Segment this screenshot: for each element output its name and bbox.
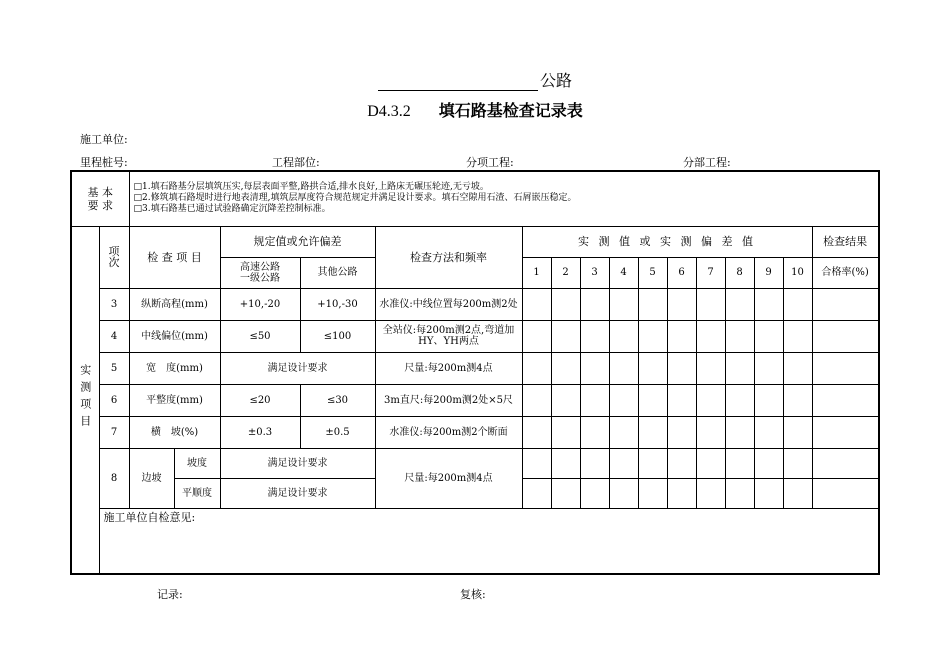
measure-number: 5 [638,257,667,288]
measure-cell[interactable] [609,320,638,352]
pass-rate-header: 合格率(%) [812,257,878,288]
measure-cell[interactable] [638,448,667,478]
measure-cell[interactable] [725,288,754,320]
measure-cell[interactable] [609,478,638,508]
pass-rate-cell[interactable] [812,416,878,448]
measure-cell[interactable] [522,448,551,478]
spec-highway-header: 高速公路 一级公路 [220,257,300,288]
sub-item-smoothness: 平顺度 [174,478,220,508]
road-title [0,68,950,91]
inspection-item: 中线偏位(mm) [129,320,220,352]
requirement-item: □1.填石路基分层填筑压实,每层表面平整,路拱合适,排水良好,上路床无碾压轮迹,无亏坡。 [133,182,489,193]
measure-cell[interactable] [696,320,725,352]
table-row [71,352,879,384]
measure-cell[interactable] [754,478,783,508]
form-title-text: 填石路基检查记录表 [438,101,583,120]
measure-cell[interactable] [667,384,696,416]
measure-cell[interactable] [551,320,580,352]
measure-cell[interactable] [580,416,609,448]
pass-rate-cell[interactable] [812,384,878,416]
measure-cell[interactable] [754,352,783,384]
mileage-label: 里程桩号: [80,156,128,169]
measure-cell[interactable] [696,352,725,384]
inspection-table [70,170,880,575]
measure-number: 8 [725,257,754,288]
requirements-row [71,171,879,226]
measure-number: 1 [522,257,551,288]
spec-highway: ±0.3 [220,416,300,448]
road-name-blank [378,74,538,91]
method: 尺量:每200m测4点 [375,352,522,384]
spec-header: 规定值或允许偏差 [220,226,375,257]
review-label: 复核: [460,588,486,601]
measure-cell[interactable] [609,384,638,416]
spec-highway: +10,-20 [220,288,300,320]
spec-other: ≤100 [300,320,375,352]
measure-cell[interactable] [609,352,638,384]
requirement-item: □3.填石路基已通过试验路确定沉降差控制标准。 [133,204,331,215]
inspection-item: 平整度(mm) [129,384,220,416]
measure-number: 4 [609,257,638,288]
measure-number: 9 [754,257,783,288]
division-label: 分部工程: [683,156,731,169]
measure-cell[interactable] [667,352,696,384]
measure-cell[interactable] [696,384,725,416]
measure-cell[interactable] [551,384,580,416]
result-header: 检查结果 [812,226,878,257]
measure-number: 3 [580,257,609,288]
measure-cell[interactable] [638,288,667,320]
measure-cell[interactable] [522,478,551,508]
measure-cell[interactable] [551,448,580,478]
method: 水准仪:每200m测2个断面 [375,416,522,448]
section-label: 实测项目 [78,364,92,433]
measure-cell[interactable] [522,288,551,320]
form-title [0,98,950,121]
measure-cell[interactable] [783,416,812,448]
measure-cell[interactable] [725,384,754,416]
measure-cell[interactable] [783,288,812,320]
inspection-item: 边坡 [129,448,174,508]
measure-cell[interactable] [580,478,609,508]
method: 尺量:每200m测4点 [375,448,522,508]
item-no: 6 [99,384,129,416]
method: 3m直尺:每200m测2处×5尺 [375,384,522,416]
measure-cell[interactable] [667,416,696,448]
method: 全站仪:每200m测2点,弯道加HY、YH两点 [375,320,522,352]
measure-cell[interactable] [725,448,754,478]
item-no-header: 项次 [99,226,129,288]
construction-unit-label: 施工单位: [80,133,128,146]
measure-cell[interactable] [725,352,754,384]
measure-number: 6 [667,257,696,288]
spec-merged: 满足设计要求 [220,478,375,508]
measure-cell[interactable] [551,416,580,448]
measure-cell[interactable] [522,384,551,416]
self-check-opinion[interactable]: 施工单位自检意见: [99,508,879,574]
measure-cell[interactable] [522,416,551,448]
sub-item-slope: 坡度 [174,448,220,478]
spec-highway: ≤20 [220,384,300,416]
spec-merged: 满足设计要求 [220,352,375,384]
form-code: D4.3.2 [367,103,411,120]
measure-cell[interactable] [609,288,638,320]
table-row [71,288,879,320]
measure-cell[interactable] [638,384,667,416]
section-label-cell [71,226,99,574]
measure-cell[interactable] [754,448,783,478]
measure-cell[interactable] [580,448,609,478]
spec-other: ≤30 [300,384,375,416]
measure-cell[interactable] [783,478,812,508]
measure-cell[interactable] [754,320,783,352]
measure-cell[interactable] [667,320,696,352]
measured-header: 实 测 值 或 实 测 偏 差 值 [522,226,812,257]
method: 水准仪:中线位置每200m测2处 [375,288,522,320]
measure-cell[interactable] [783,352,812,384]
inspection-item: 纵断高程(mm) [129,288,220,320]
spec-other: ±0.5 [300,416,375,448]
measure-cell[interactable] [551,352,580,384]
measure-cell[interactable] [580,288,609,320]
measure-cell[interactable] [783,448,812,478]
inspection-item-header: 检 查 项 目 [129,226,220,288]
measure-cell[interactable] [725,416,754,448]
measure-number: 2 [551,257,580,288]
requirement-item: □2.修筑填石路堤时进行地表清理,填筑层厚度符合规范规定并满足设计要求。填石空隙用石渣、石屑嵌压稳定。 [133,193,577,204]
measure-cell[interactable] [551,478,580,508]
measure-cell[interactable] [783,320,812,352]
method-header: 检查方法和频率 [375,226,522,288]
table-row [71,448,879,478]
spec-other-header: 其他公路 [300,257,375,288]
measure-cell[interactable] [551,288,580,320]
requirements-list [129,171,878,226]
measure-number: 7 [696,257,725,288]
measure-cell[interactable] [754,384,783,416]
item-no: 8 [99,448,129,508]
measure-cell[interactable] [754,416,783,448]
inspection-item: 横 坡(%) [129,416,220,448]
pass-rate-cell[interactable] [812,320,878,352]
measure-cell[interactable] [609,448,638,478]
header-row-1 [71,226,879,257]
table-row [71,320,879,352]
item-no: 5 [99,352,129,384]
pass-rate-cell[interactable] [812,448,878,478]
measure-cell[interactable] [754,288,783,320]
measure-cell[interactable] [522,352,551,384]
measure-cell[interactable] [580,352,609,384]
requirements-label: 基 本 要 求 [71,171,129,226]
spec-highway: ≤50 [220,320,300,352]
measure-cell[interactable] [580,384,609,416]
item-no: 4 [99,320,129,352]
pass-rate-cell[interactable] [812,352,878,384]
measure-cell[interactable] [667,288,696,320]
inspection-item: 宽 度(mm) [129,352,220,384]
measure-cell[interactable] [638,352,667,384]
record-label: 记录: [157,588,183,601]
road-suffix: 公路 [539,71,572,90]
work-location-label: 工程部位: [272,156,320,169]
pass-rate-cell[interactable] [812,288,878,320]
table-row [71,416,879,448]
measure-cell[interactable] [580,320,609,352]
measure-cell[interactable] [696,416,725,448]
measure-cell[interactable] [783,384,812,416]
measure-cell[interactable] [638,320,667,352]
table-row [71,384,879,416]
measure-cell[interactable] [638,416,667,448]
spec-other: +10,-30 [300,288,375,320]
pass-rate-cell[interactable] [812,478,878,508]
measure-cell[interactable] [609,416,638,448]
item-no: 3 [99,288,129,320]
item-no: 7 [99,416,129,448]
measure-cell[interactable] [696,478,725,508]
measure-cell[interactable] [522,320,551,352]
spec-merged: 满足设计要求 [220,448,375,478]
measure-cell[interactable] [696,448,725,478]
self-check-row [71,508,879,574]
sub-item-label: 分项工程: [466,156,514,169]
measure-cell[interactable] [725,478,754,508]
measure-cell[interactable] [667,448,696,478]
measure-cell[interactable] [667,478,696,508]
measure-cell[interactable] [696,288,725,320]
measure-number: 10 [783,257,812,288]
measure-cell[interactable] [638,478,667,508]
measure-cell[interactable] [725,320,754,352]
